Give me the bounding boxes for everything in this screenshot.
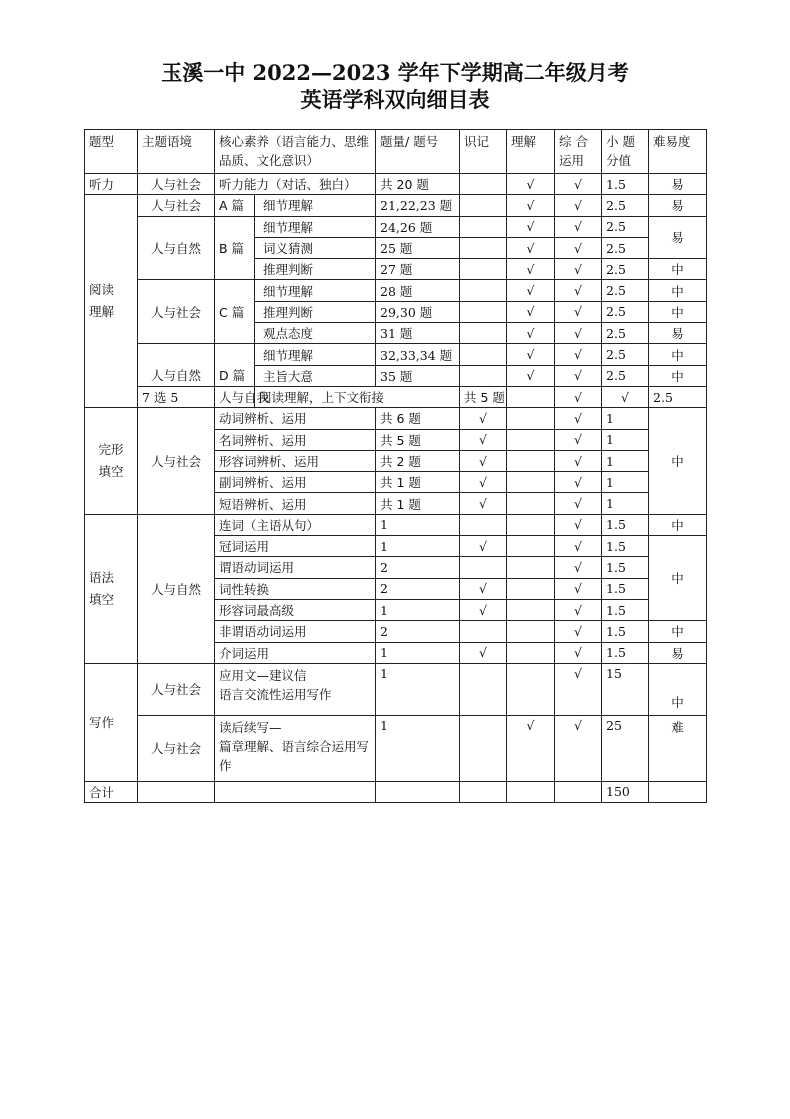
score-cell: 1.5 xyxy=(602,621,649,642)
understand-check: √ xyxy=(507,216,555,237)
document-title: 玉溪一中 2022—2023 学年下学期高二年级月考 xyxy=(161,60,629,85)
count-cell: 29,30 题 xyxy=(376,301,460,322)
score-cell: 1 xyxy=(602,472,649,493)
table-row xyxy=(85,408,707,429)
difficulty-cell: 易 xyxy=(649,323,707,344)
understand-check: √ xyxy=(507,301,555,322)
header-literacy: 核心素养（语言能力、思维品质、文化意识） xyxy=(215,130,376,174)
score-cell: 2.5 xyxy=(602,195,649,216)
apply-check: √ xyxy=(555,472,602,493)
recall-cell xyxy=(460,216,507,237)
document-subtitle: 英语学科双向细目表 xyxy=(300,87,490,112)
context-cell: 人与自我 xyxy=(215,386,255,407)
apply-check: √ xyxy=(555,599,602,620)
literacy-cell: 名词辨析、运用 xyxy=(215,429,376,450)
count-cell: 共 2 题 xyxy=(376,450,460,471)
table-header-row xyxy=(85,130,707,174)
recall-check: √ xyxy=(460,493,507,514)
apply-check: √ xyxy=(555,621,602,642)
score-cell: 2.5 xyxy=(602,323,649,344)
difficulty-cell: 易 xyxy=(649,642,707,663)
table-total-row xyxy=(85,781,707,802)
count-cell: 1 xyxy=(376,663,460,715)
context-cell: 人与自然 xyxy=(138,216,215,280)
score-cell: 1.5 xyxy=(602,514,649,535)
understand-cell xyxy=(507,514,555,535)
type-cell xyxy=(85,408,138,514)
literacy-cell: 冠词运用 xyxy=(215,536,376,557)
difficulty-cell: 中 xyxy=(649,663,707,715)
recall-cell xyxy=(460,301,507,322)
table-row xyxy=(85,715,707,781)
literacy-line: 篇章理解、语言综合运用写作 xyxy=(219,738,370,773)
apply-check: √ xyxy=(555,259,602,280)
score-cell: 15 xyxy=(602,663,649,715)
context-cell: 人与社会 xyxy=(138,663,215,715)
score-cell: 1.5 xyxy=(602,642,649,663)
apply-check: √ xyxy=(555,344,602,365)
count-cell: 共 1 题 xyxy=(376,493,460,514)
recall-check: √ xyxy=(460,599,507,620)
empty-cell xyxy=(649,781,707,802)
apply-check: √ xyxy=(555,493,602,514)
score-cell: 1 xyxy=(602,429,649,450)
header-score: 小 题分值 xyxy=(602,130,649,174)
skill-cell: 细节理解 xyxy=(255,344,376,365)
count-cell: 2 xyxy=(376,621,460,642)
apply-check: √ xyxy=(555,408,602,429)
difficulty-cell: 易 xyxy=(649,216,707,259)
recall-check: √ xyxy=(460,450,507,471)
understand-check: √ xyxy=(507,344,555,365)
understand-cell xyxy=(507,578,555,599)
type-cell: 写作 xyxy=(85,663,138,781)
apply-check: √ xyxy=(555,195,602,216)
recall-cell xyxy=(460,663,507,715)
apply-check: √ xyxy=(555,536,602,557)
apply-check: √ xyxy=(555,280,602,301)
empty-cell xyxy=(376,781,460,802)
empty-cell xyxy=(460,781,507,802)
apply-check: √ xyxy=(555,642,602,663)
type-cell xyxy=(85,514,138,663)
score-cell: 2.5 xyxy=(602,344,649,365)
understand-cell xyxy=(507,621,555,642)
understand-cell xyxy=(507,557,555,578)
context-cell: 人与社会 xyxy=(138,715,215,781)
difficulty-cell: 易 xyxy=(649,195,707,216)
literacy-cell: 形容词最高级 xyxy=(215,599,376,620)
passage-label: A 篇 xyxy=(215,195,255,216)
understand-check: √ xyxy=(507,715,555,781)
recall-cell xyxy=(460,174,507,195)
recall-cell xyxy=(460,514,507,535)
literacy-cell: 阅读理解，上下文衔接 xyxy=(255,386,460,407)
empty-cell xyxy=(138,781,215,802)
cloze-type-label: 完形填空 xyxy=(98,442,124,479)
count-cell: 21,22,23 题 xyxy=(376,195,460,216)
empty-cell xyxy=(215,781,376,802)
count-cell: 28 题 xyxy=(376,280,460,301)
literacy-line: 应用文—建议信 xyxy=(219,667,307,683)
passage-label: D 篇 xyxy=(215,344,255,387)
grammar-type-label: 语法填空 xyxy=(89,569,115,607)
apply-check: √ xyxy=(555,301,602,322)
count-cell: 24,26 题 xyxy=(376,216,460,237)
understand-check: √ xyxy=(507,237,555,258)
difficulty-cell: 中 xyxy=(649,301,707,322)
empty-cell xyxy=(507,781,555,802)
apply-check: √ xyxy=(555,174,602,195)
passage-label: B 篇 xyxy=(215,216,255,280)
literacy-cell: 形容词辨析、运用 xyxy=(215,450,376,471)
skill-cell: 细节理解 xyxy=(255,216,376,237)
count-cell: 共 5 题 xyxy=(460,386,507,407)
count-cell: 31 题 xyxy=(376,323,460,344)
skill-cell: 主旨大意 xyxy=(255,365,376,386)
recall-cell xyxy=(460,715,507,781)
understand-check: √ xyxy=(507,259,555,280)
understand-cell xyxy=(507,536,555,557)
count-cell: 1 xyxy=(376,514,460,535)
recall-cell xyxy=(460,344,507,365)
score-cell: 1 xyxy=(602,408,649,429)
score-cell: 1.5 xyxy=(602,599,649,620)
apply-check: √ xyxy=(555,450,602,471)
table-row xyxy=(85,663,707,715)
context-cell: 人与社会 xyxy=(138,174,215,195)
apply-check: √ xyxy=(602,386,649,407)
understand-check: √ xyxy=(507,280,555,301)
score-cell: 1.5 xyxy=(602,557,649,578)
table-row xyxy=(85,174,707,195)
count-cell: 1 xyxy=(376,599,460,620)
understand-cell xyxy=(507,408,555,429)
score-cell: 2.5 xyxy=(602,237,649,258)
recall-cell xyxy=(460,365,507,386)
recall-check: √ xyxy=(460,536,507,557)
count-cell: 2 xyxy=(376,557,460,578)
type-cell: 7 选 5 xyxy=(138,386,215,407)
passage-label: C 篇 xyxy=(215,280,255,344)
context-cell: 人与社会 xyxy=(138,280,215,344)
table-row xyxy=(85,344,707,365)
understand-check: √ xyxy=(507,365,555,386)
skill-cell: 推理判断 xyxy=(255,259,376,280)
count-cell: 35 题 xyxy=(376,365,460,386)
literacy-cell: 非谓语动词运用 xyxy=(215,621,376,642)
score-cell: 25 xyxy=(602,715,649,781)
count-cell: 25 题 xyxy=(376,237,460,258)
table-row xyxy=(85,280,707,301)
understand-check: √ xyxy=(507,174,555,195)
understand-cell xyxy=(507,429,555,450)
score-cell: 1.5 xyxy=(602,174,649,195)
difficulty-cell: 中 xyxy=(649,365,707,386)
understand-check: √ xyxy=(555,386,602,407)
recall-check: √ xyxy=(460,578,507,599)
literacy-cell: 听力能力（对话、独白） xyxy=(215,174,376,195)
understand-cell xyxy=(507,599,555,620)
header-recall: 识记 xyxy=(460,130,507,174)
recall-cell xyxy=(460,280,507,301)
difficulty-cell: 中 xyxy=(649,344,707,365)
understand-cell xyxy=(507,642,555,663)
apply-check: √ xyxy=(555,237,602,258)
recall-check: √ xyxy=(460,429,507,450)
count-cell: 1 xyxy=(376,536,460,557)
skill-cell: 推理判断 xyxy=(255,301,376,322)
count-cell: 共 6 题 xyxy=(376,408,460,429)
count-cell: 共 1 题 xyxy=(376,472,460,493)
recall-check: √ xyxy=(460,408,507,429)
understand-cell xyxy=(507,450,555,471)
difficulty-cell: 易 xyxy=(649,174,707,195)
skill-cell: 细节理解 xyxy=(255,195,376,216)
header-context: 主题语境 xyxy=(138,130,215,174)
literacy-cell: 动词辨析、运用 xyxy=(215,408,376,429)
count-cell: 27 题 xyxy=(376,259,460,280)
difficulty-cell: 中 xyxy=(649,536,707,621)
recall-cell xyxy=(460,237,507,258)
literacy-cell: 短语辨析、运用 xyxy=(215,493,376,514)
count-cell: 1 xyxy=(376,715,460,781)
literacy-cell xyxy=(215,663,376,715)
difficulty-cell: 中 xyxy=(649,259,707,280)
empty-cell xyxy=(555,781,602,802)
score-cell: 2.5 xyxy=(649,386,707,407)
context-cell: 人与社会 xyxy=(138,408,215,514)
score-cell: 2.5 xyxy=(602,216,649,237)
header-count: 题量/ 题号 xyxy=(376,130,460,174)
reading-type-label: 阅读理解 xyxy=(89,282,115,320)
type-cell: 听力 xyxy=(85,174,138,195)
header-difficulty: 难易度 xyxy=(649,130,707,174)
apply-check: √ xyxy=(555,514,602,535)
literacy-cell: 副词辨析、运用 xyxy=(215,472,376,493)
apply-check: √ xyxy=(555,429,602,450)
apply-check: √ xyxy=(555,323,602,344)
score-cell: 2.5 xyxy=(602,259,649,280)
apply-check: √ xyxy=(555,557,602,578)
header-understand: 理解 xyxy=(507,130,555,174)
total-score: 150 xyxy=(602,781,649,802)
difficulty-cell: 中 xyxy=(649,280,707,301)
apply-check: √ xyxy=(555,578,602,599)
literacy-cell: 介词运用 xyxy=(215,642,376,663)
recall-cell xyxy=(460,195,507,216)
score-cell: 2.5 xyxy=(602,301,649,322)
spec-table xyxy=(84,129,707,803)
literacy-cell xyxy=(215,715,376,781)
header-apply: 综 合运用 xyxy=(555,130,602,174)
recall-cell xyxy=(460,621,507,642)
score-cell: 1 xyxy=(602,450,649,471)
score-cell: 2.5 xyxy=(602,280,649,301)
count-cell: 32,33,34 题 xyxy=(376,344,460,365)
apply-check: √ xyxy=(555,216,602,237)
literacy-line: 语言交流性运用写作 xyxy=(219,686,332,702)
difficulty-cell: 中 xyxy=(649,621,707,642)
score-cell: 1.5 xyxy=(602,578,649,599)
skill-cell: 细节理解 xyxy=(255,280,376,301)
understand-check: √ xyxy=(507,195,555,216)
difficulty-cell: 中 xyxy=(649,408,707,514)
score-cell: 1.5 xyxy=(602,536,649,557)
score-cell: 2.5 xyxy=(602,365,649,386)
recall-cell xyxy=(507,386,555,407)
header-type: 题型 xyxy=(85,130,138,174)
understand-check: √ xyxy=(507,323,555,344)
recall-cell xyxy=(460,259,507,280)
recall-check: √ xyxy=(460,472,507,493)
total-label: 合计 xyxy=(85,781,138,802)
count-cell: 1 xyxy=(376,642,460,663)
context-cell: 人与社会 xyxy=(138,195,215,216)
skill-cell: 词义猜测 xyxy=(255,237,376,258)
apply-check: √ xyxy=(555,365,602,386)
type-cell xyxy=(85,195,138,408)
understand-cell xyxy=(507,493,555,514)
table-row xyxy=(85,216,707,237)
recall-cell xyxy=(460,323,507,344)
literacy-cell: 谓语动词运用 xyxy=(215,557,376,578)
recall-check: √ xyxy=(460,642,507,663)
count-cell: 2 xyxy=(376,578,460,599)
skill-cell: 观点态度 xyxy=(255,323,376,344)
literacy-line: 读后续写— xyxy=(219,719,282,735)
count-cell: 共 5 题 xyxy=(376,429,460,450)
literacy-cell: 词性转换 xyxy=(215,578,376,599)
context-cell: 人与自然 xyxy=(138,344,215,387)
difficulty-cell: 难 xyxy=(649,715,707,781)
literacy-cell: 连词（主语从句） xyxy=(215,514,376,535)
table-row xyxy=(85,386,707,407)
apply-check: √ xyxy=(555,715,602,781)
understand-cell xyxy=(507,472,555,493)
apply-check: √ xyxy=(555,663,602,715)
recall-cell xyxy=(460,557,507,578)
understand-cell xyxy=(507,663,555,715)
score-cell: 1 xyxy=(602,493,649,514)
table-row xyxy=(85,195,707,216)
count-cell: 共 20 题 xyxy=(376,174,460,195)
table-row xyxy=(85,514,707,535)
context-cell: 人与自然 xyxy=(138,514,215,663)
difficulty-cell: 中 xyxy=(649,514,707,535)
